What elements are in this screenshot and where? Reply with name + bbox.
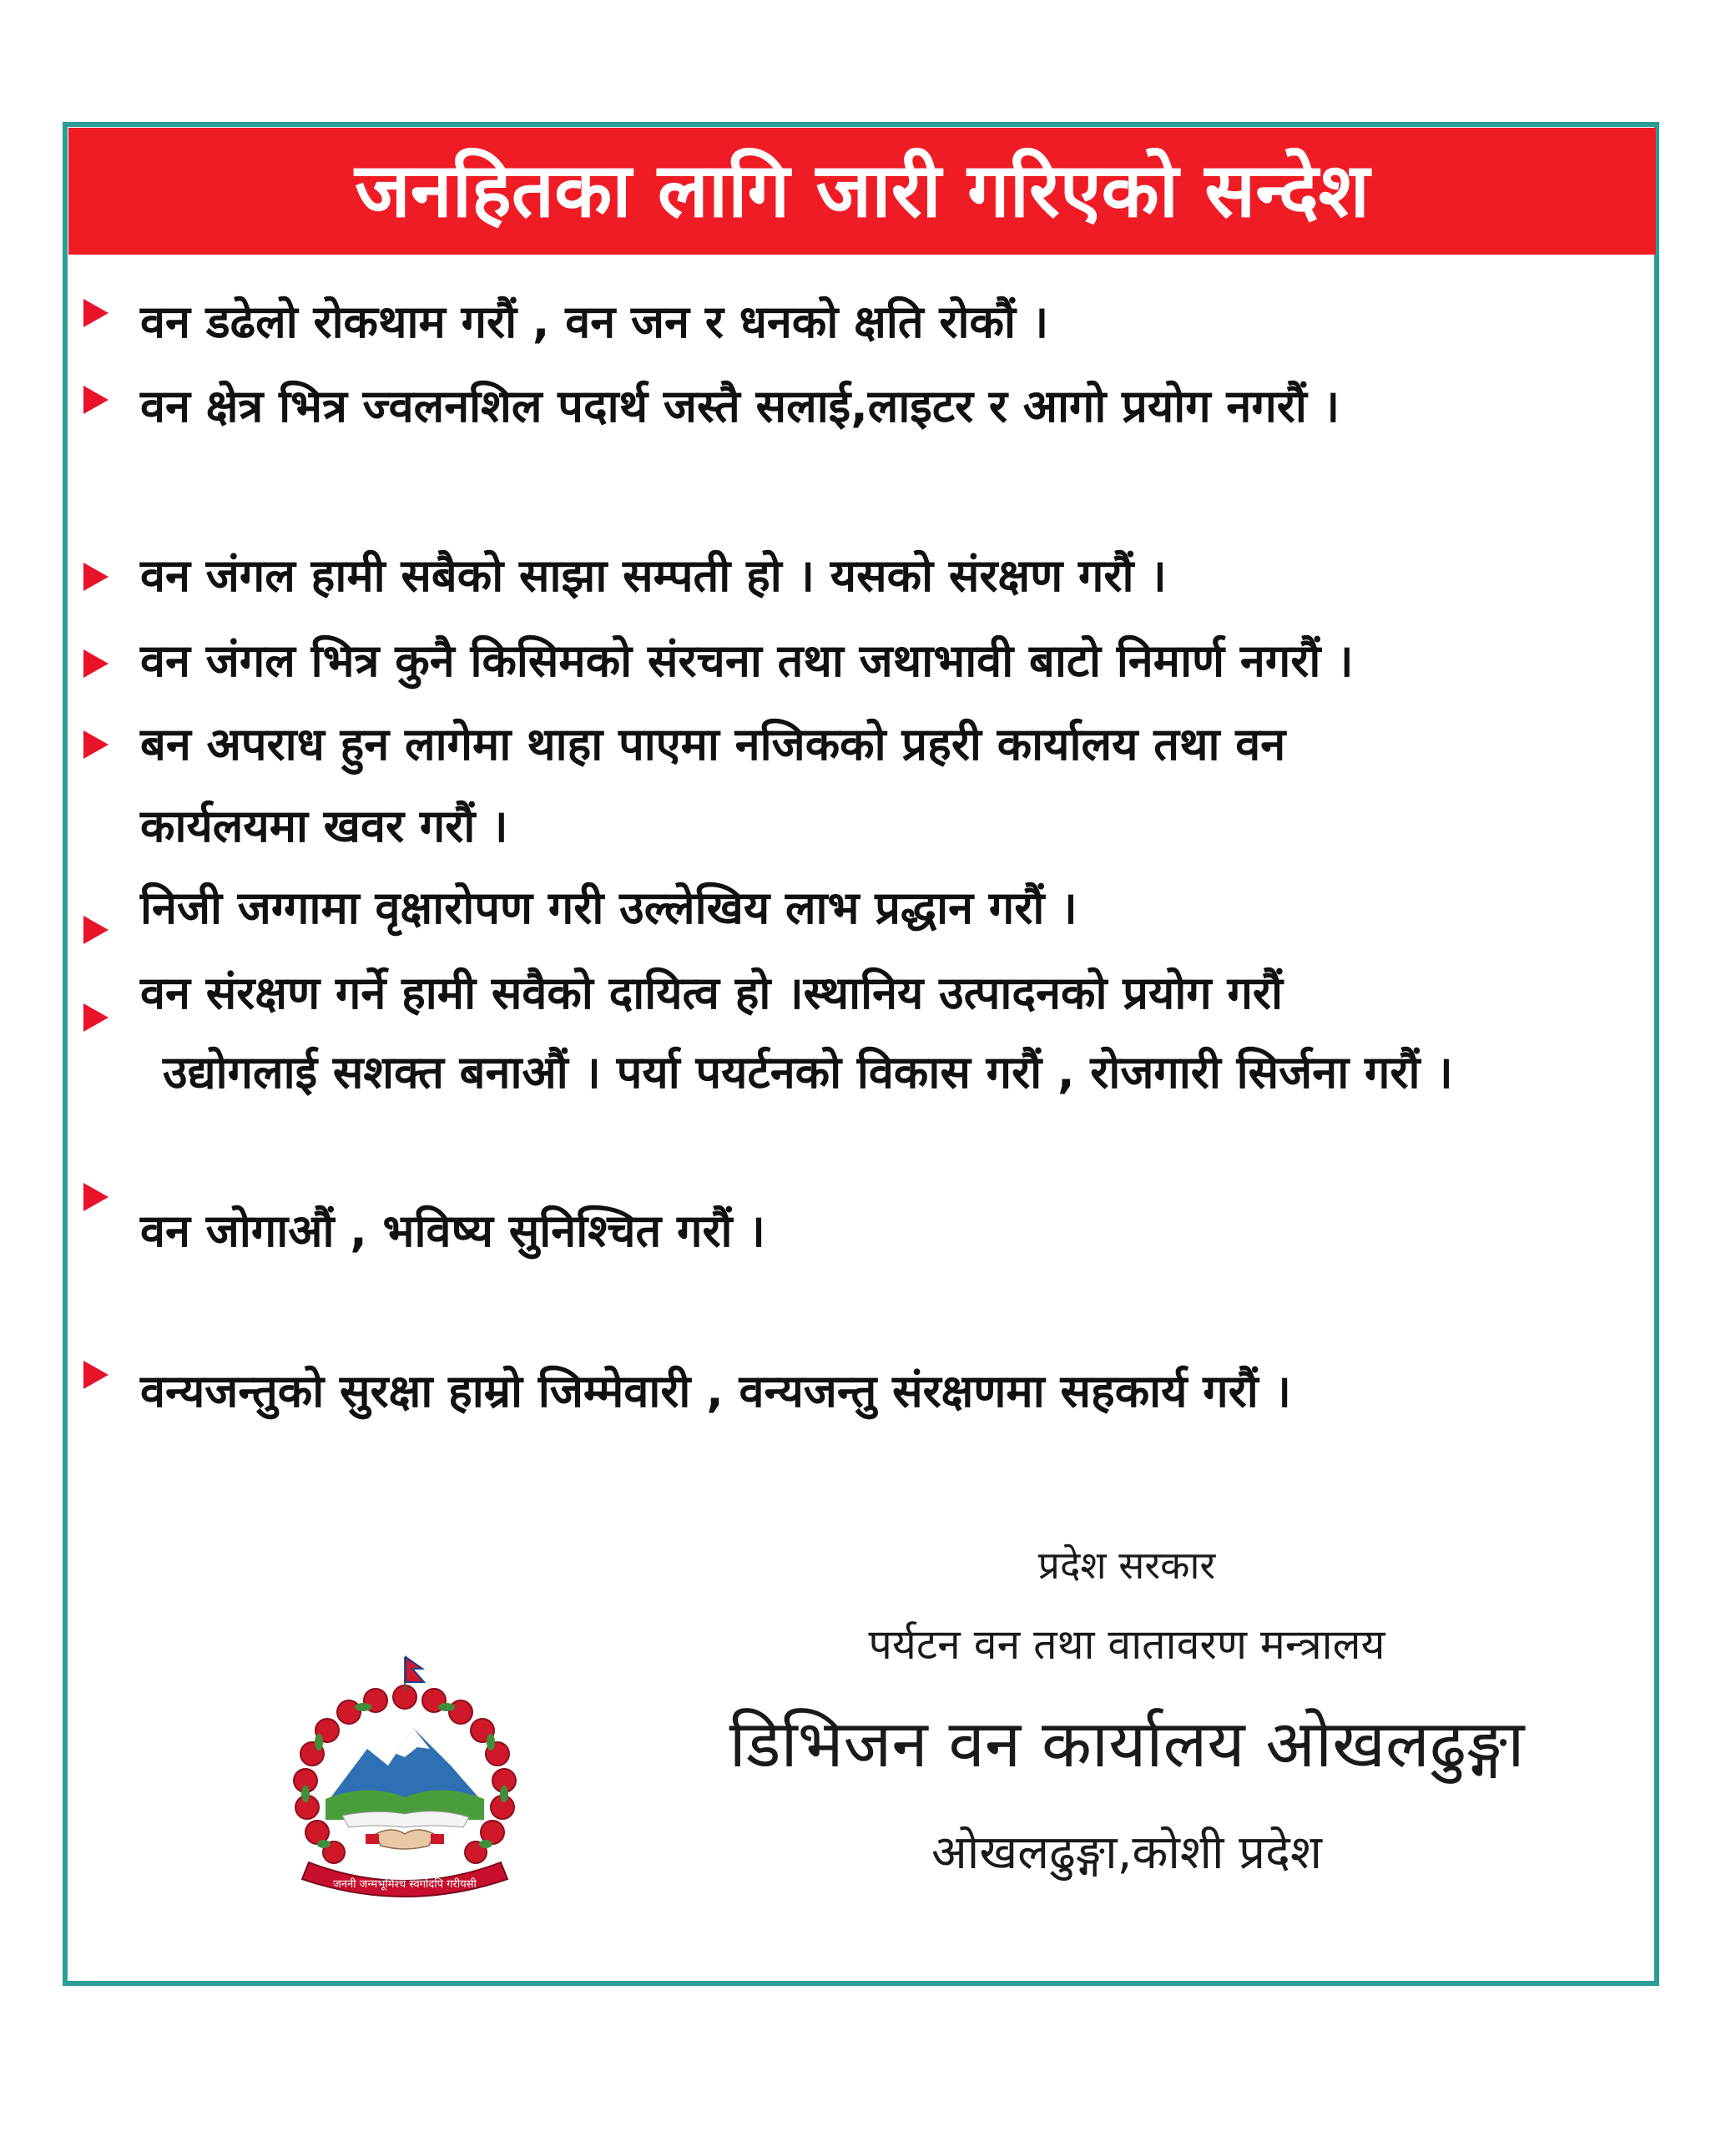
signature-line-office: डिभिजन वन कार्यालय ओखलढुङ्गा (729, 1707, 1525, 1782)
message-line: वन संरक्षण गर्ने हामी सवैको दायित्व हो ।स्थानिय उत्पादनको प्रयोग गरौं (140, 967, 1283, 1019)
bullet-arrow-icon (83, 649, 108, 678)
message-line: वन जंगल भित्र कुनै किसिमको संरचना तथा जथाभावी बाटो निमार्ण नगरौं । (140, 634, 1354, 687)
bullet-arrow-icon (83, 386, 108, 414)
message-line: वन्यजन्तुको सुरक्षा हाम्रो जिम्मेवारी , वन्यजन्तु संरक्षणमा सहकार्य गरौं । (140, 1365, 1292, 1417)
message-line: उद्योगलाई सशक्त बनाऔं । पर्या पयर्टनको विकास गरौं , रोजगारी सिर्जना गरौं । (163, 1046, 1453, 1099)
bullet-arrow-icon (83, 730, 108, 759)
message-line: कार्यलयमा खवर गरौं । (140, 800, 508, 852)
bullet-arrow-icon (83, 1361, 108, 1389)
message-line: वन जंगल हामी सबैको साझा सम्पती हो । यसको संरक्षण गरौं । (140, 549, 1167, 602)
signature-line-location: ओखलढुङ्गा,कोशी प्रदेश (931, 1826, 1322, 1880)
bullet-arrow-icon (83, 916, 108, 944)
message-line: बन अपराध हुन लागेमा थाहा पाएमा नजिकको प्रहरी कार्यालय तथा वन (140, 718, 1286, 770)
message-line: निजी जग्गामा वृक्षारोपण गरी उल्लेखिय लाभ प्रद्धान गरौं । (140, 882, 1077, 934)
message-line: वन डढेलो रोकथाम गरौं , वन जन र धनको क्षति रोकौं । (140, 296, 1049, 348)
bullet-arrow-icon (83, 1003, 108, 1032)
signature-line-ministry: पर्यटन वन तथा वातावरण मन्त्रालय (868, 1620, 1385, 1669)
nepal-emblem-icon (250, 1649, 559, 1907)
signature-line-government: प्रदेश सरकार (1037, 1543, 1216, 1588)
message-line: वन जोगाऔं , भविष्य सुनिश्चित गरौं । (140, 1205, 765, 1257)
notice-title-banner: जनहितका लागि जारी गरिएको सन्देश (68, 128, 1656, 255)
bullet-arrow-icon (83, 563, 108, 591)
emblem-motto: जननी जन्मभूमिश्च स्वर्गादपि गरीयसी (333, 1878, 477, 1891)
bullet-arrow-icon (83, 299, 108, 327)
bullet-arrow-icon (83, 1183, 108, 1211)
message-line: वन क्षेत्र भित्र ज्वलनशिल पदार्थ जस्तै सलाई,लाइटर र आगो प्रयोग नगरौं । (140, 380, 1340, 432)
